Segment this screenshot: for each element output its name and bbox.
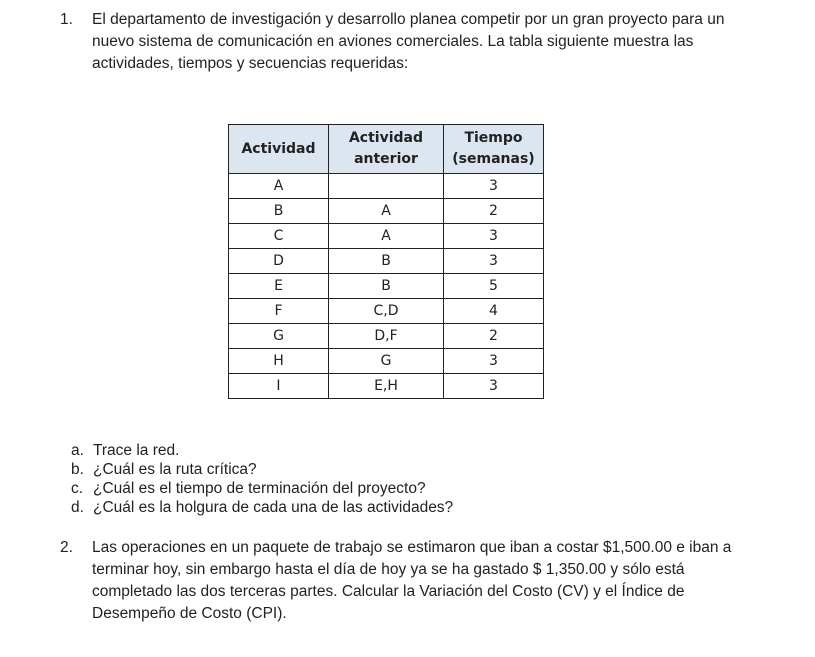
list-item [71, 441, 453, 460]
cell-previous: G [329, 349, 444, 374]
cell-previous: E,H [329, 374, 444, 399]
cell-activity: H [229, 349, 329, 374]
table-row [229, 274, 544, 299]
subquestion-letter: a. [71, 442, 84, 459]
cell-previous: B [329, 249, 444, 274]
table-row [229, 224, 544, 249]
list-item [71, 479, 453, 498]
subquestion-letter: b. [71, 461, 84, 478]
subquestion-text: Trace la red. [93, 442, 180, 459]
cell-time: 4 [444, 299, 544, 324]
question-1-number: 1. [60, 11, 73, 28]
table-row [229, 349, 544, 374]
table-row [229, 299, 544, 324]
cell-activity: G [229, 324, 329, 349]
cell-time: 2 [444, 199, 544, 224]
subquestion-text: ¿Cuál es la ruta crítica? [93, 461, 257, 478]
question-2-number: 2. [60, 539, 73, 556]
cell-previous: C,D [329, 299, 444, 324]
table-header-row [229, 125, 544, 174]
table-row [229, 324, 544, 349]
question-2 [60, 537, 760, 625]
cell-previous: A [329, 199, 444, 224]
cell-time: 3 [444, 249, 544, 274]
question-1 [60, 9, 760, 75]
cell-time: 3 [444, 374, 544, 399]
header-previous-activity: Actividad anterior [329, 125, 444, 174]
cell-previous: D,F [329, 324, 444, 349]
header-time-weeks: Tiempo (semanas) [444, 125, 544, 174]
subquestion-text: ¿Cuál es la holgura de cada una de las actividades? [93, 499, 454, 516]
cell-time: 3 [444, 349, 544, 374]
table-row [229, 249, 544, 274]
cell-activity: I [229, 374, 329, 399]
cell-time: 2 [444, 324, 544, 349]
subquestion-letter: c. [71, 480, 84, 497]
subquestion-text: ¿Cuál es el tiempo de terminación del proyecto? [93, 480, 426, 497]
cell-activity: E [229, 274, 329, 299]
subquestion-list [71, 441, 453, 517]
cell-time: 3 [444, 224, 544, 249]
table-row [229, 174, 544, 199]
cell-activity: D [229, 249, 329, 274]
cell-time: 3 [444, 174, 544, 199]
cell-activity: C [229, 224, 329, 249]
list-item [71, 460, 453, 479]
table-row [229, 199, 544, 224]
question-1-text: El departamento de investigación y desarrollo planea competir por un gran proyecto para un nuevo sistema de comunicación en aviones comerciales. La tabla siguiente muestra las actividades, tiempos y secuencias requeridas: [92, 11, 725, 72]
subquestion-letter: d. [71, 499, 84, 516]
header-activity: Actividad [229, 125, 329, 174]
cell-previous [329, 174, 444, 199]
activities-table [228, 124, 544, 399]
cell-activity: F [229, 299, 329, 324]
cell-previous: A [329, 224, 444, 249]
cell-activity: B [229, 199, 329, 224]
list-item [71, 498, 453, 517]
cell-previous: B [329, 274, 444, 299]
cell-activity: A [229, 174, 329, 199]
question-2-text: Las operaciones en un paquete de trabajo se estimaron que iban a costar $1,500.00 e iban a terminar hoy, sin embargo hasta el día de hoy ya se ha gastado $ 1,350.00 y sólo está completado las dos terceras partes. Calcular la Variación del Costo (CV) y el Índice de Desempeño de Costo (CPI). [92, 539, 732, 622]
table-row [229, 374, 544, 399]
cell-time: 5 [444, 274, 544, 299]
